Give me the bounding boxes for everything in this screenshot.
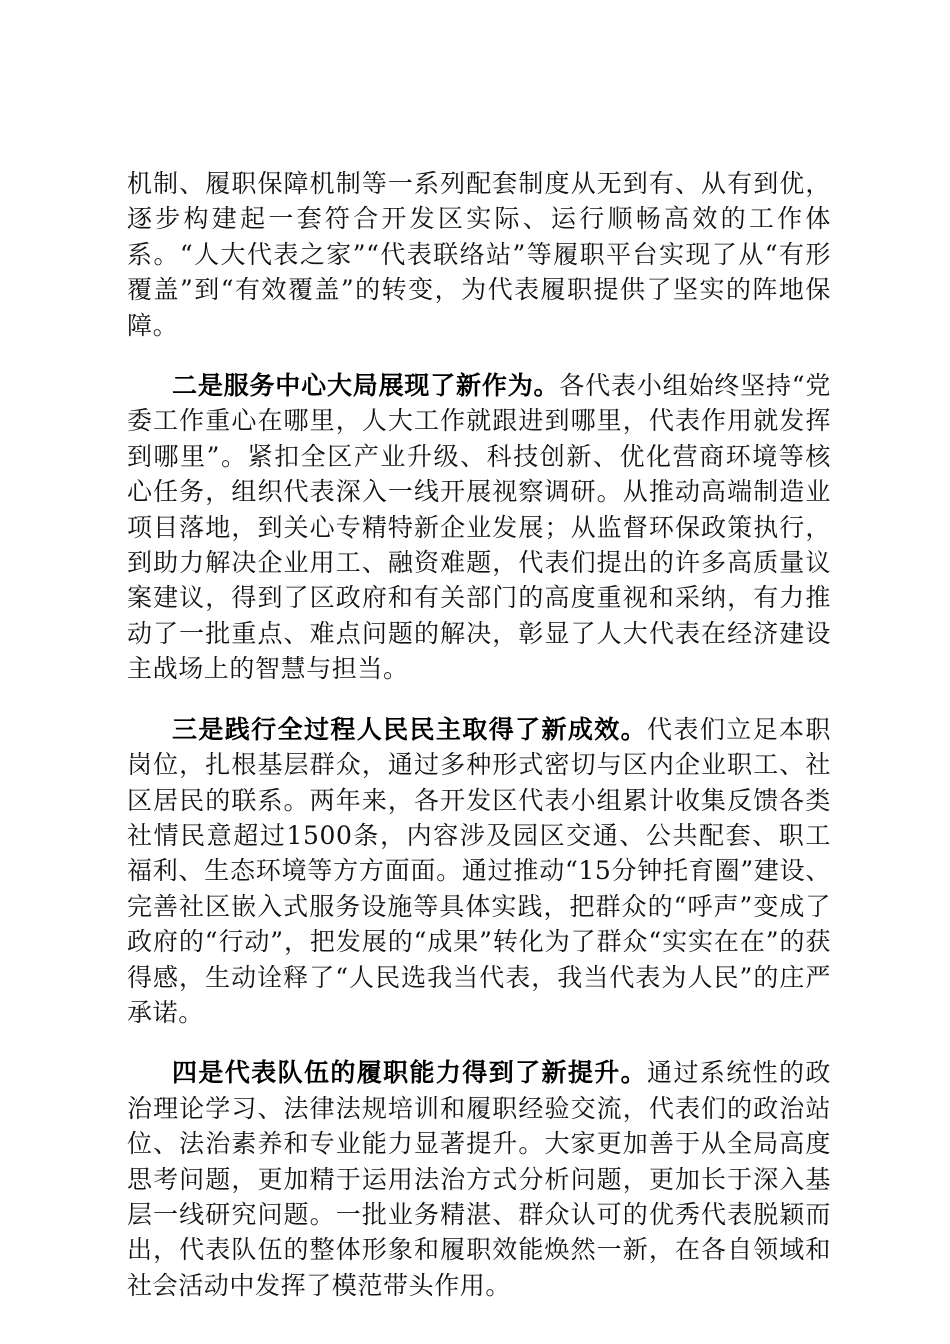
document-page [127, 166, 831, 1328]
paragraph-whole-process-democracy [127, 712, 831, 1031]
paragraph-lead: 三是践行全过程人民民主取得了新成效。 [172, 714, 648, 744]
paragraph-body: 机制、履职保障机制等一系列配套制度从无到有、从有到优，逐步构建起一套符合开发区实际、运行顺畅高效的工作体系。“人大代表之家”“代表联络站”等履职平台实现了从“有形覆盖”到“有效覆盖”的转变，为代表履职提供了坚实的阵地保障。 [127, 169, 831, 340]
paragraph-lead: 四是代表队伍的履职能力得到了新提升。 [172, 1058, 648, 1088]
paragraph-lead: 二是服务中心大局展现了新作为。 [172, 371, 560, 401]
paragraph-body: 各代表小组始终坚持“党委工作重心在哪里，人大工作就跟进到哪里，代表作用就发挥到哪里”。紧扣全区产业升级、科技创新、优化营商环境等核心任务，组织代表深入一线开展视察调研。从推动高端制造业项目落地，到关心专精特新企业发展；从监督环保政策执行，到助力解决企业用工、融资难题，代表们提出的许多高质量议案建议，得到了区政府和有关部门的高度重视和采纳，有力推动了一批重点、难点问题的解决，彰显了人大代表在经济建设主战场上的智慧与担当。 [127, 371, 831, 684]
paragraph-body: 代表们立足本职岗位，扎根基层群众，通过多种形式密切与区内企业职工、社区居民的联系。两年来，各开发区代表小组累计收集反馈各类社情民意超过1500条，内容涉及园区交通、公共配套、职工福利、生态环境等方方面面。通过推动“15分钟托育圈”建设、完善社区嵌入式服务设施等具体实践，把群众的“呼声”变成了政府的“行动”，把发展的“成果”转化为了群众“实实在在”的获得感，生动诠释了“人民选我当代表，我当代表为人民”的庄严承诺。 [127, 714, 831, 1027]
paragraph-body: 通过系统性的政治理论学习、法律法规培训和履职经验交流，代表们的政治站位、法治素养和专业能力显著提升。大家更加善于从全局高度思考问题，更加精于运用法治方式分析问题，更加长于深入基层一线研究问题。一批业务精湛、群众认可的优秀代表脱颖而出，代表队伍的整体形象和履职效能焕然一新，在各自领域和社会活动中发挥了模范带头作用。 [127, 1058, 831, 1300]
paragraph-service-center [127, 368, 831, 687]
paragraph-capability-improvement [127, 1055, 831, 1303]
paragraph-continuation [127, 166, 831, 343]
